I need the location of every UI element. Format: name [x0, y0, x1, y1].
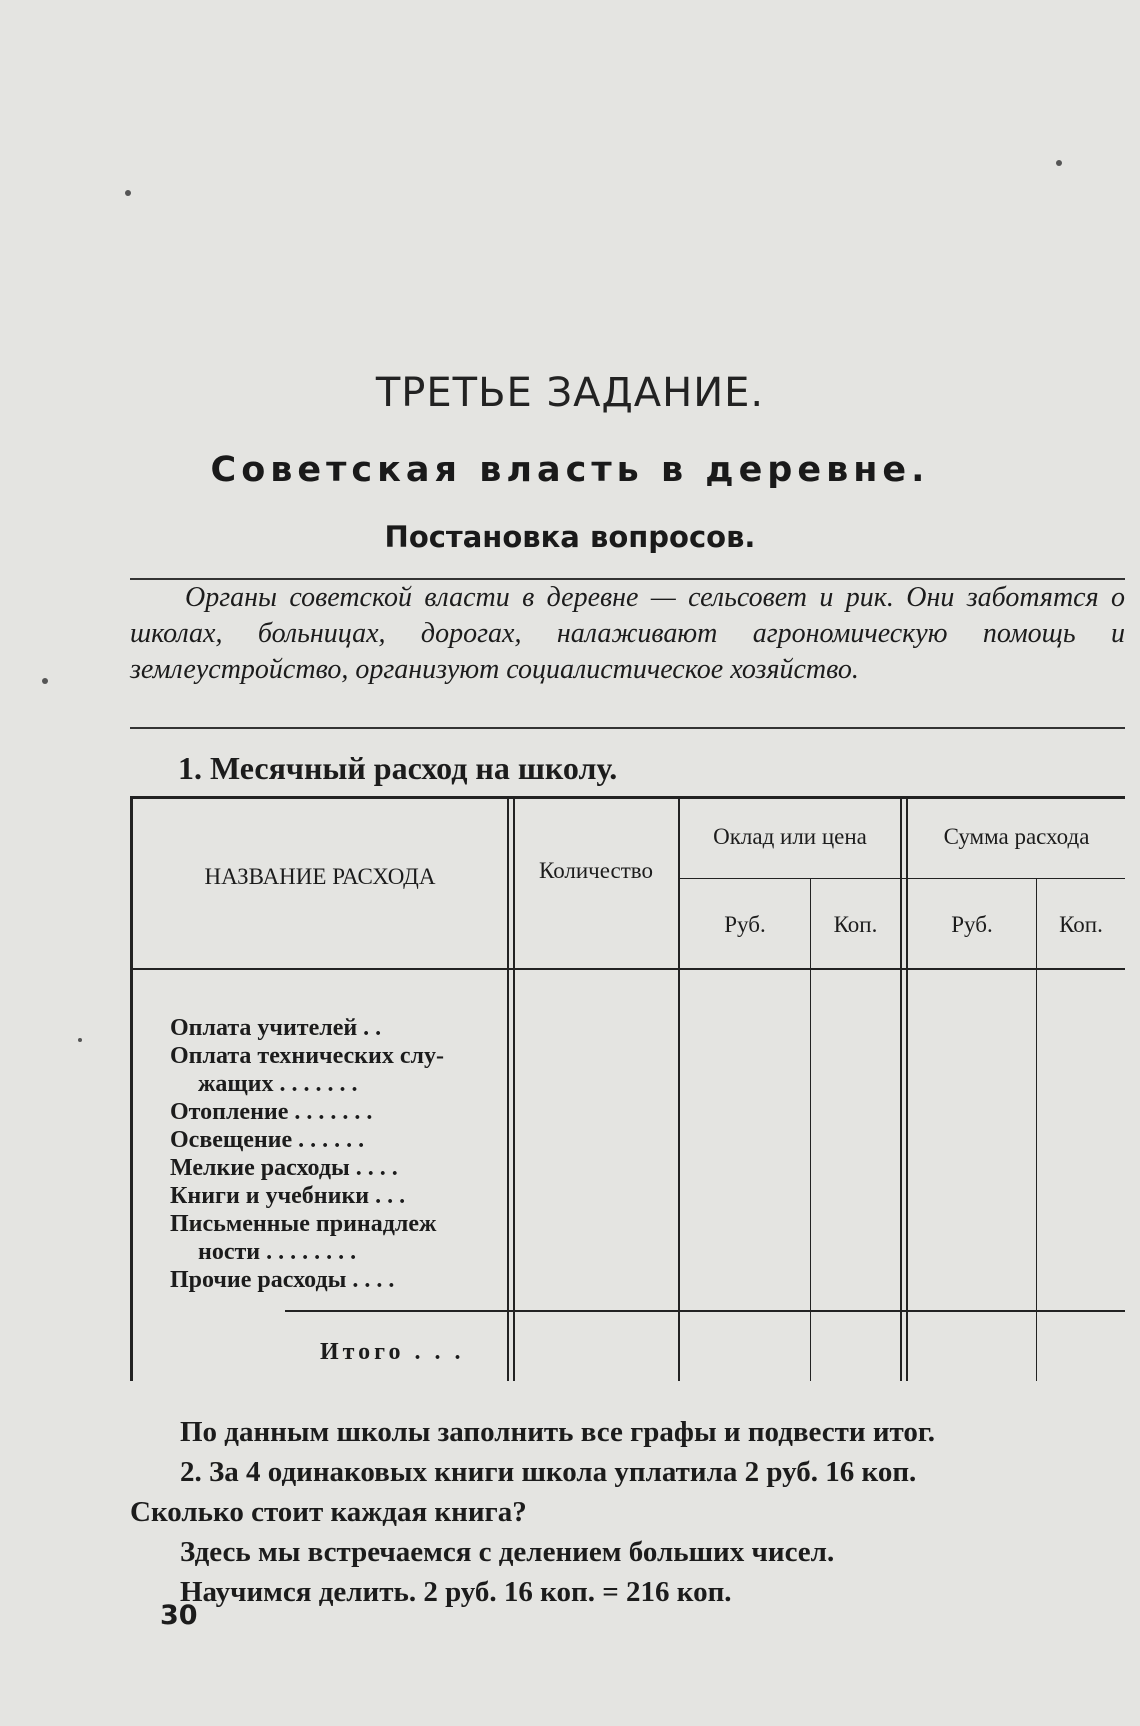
rule-bottom: [130, 727, 1125, 729]
division-example: Научимся делить. 2 руб. 16 коп. = 216 коп.: [180, 1576, 732, 1608]
print-speck: [42, 678, 48, 684]
header-name: НАЗВАНИЕ РАСХОДА: [204, 864, 436, 889]
page-title: ТРЕТЬЕ ЗАДАНИЕ.: [375, 370, 765, 416]
col-divider: [906, 796, 908, 1381]
table-row: Освещение . . . . . .: [170, 1127, 365, 1153]
section-heading: Постановка вопросов.: [384, 520, 756, 554]
table-row: Письменные принадлеж: [170, 1211, 437, 1237]
expense-row-labels: [170, 1014, 525, 1294]
table-border-left: [130, 796, 133, 1381]
header-bottom-line: [130, 968, 1125, 970]
col-divider: [1036, 878, 1037, 1381]
total-line: [285, 1310, 1125, 1312]
col-divider: [900, 796, 902, 1381]
header-kop-price: Коп.: [833, 912, 878, 937]
header-quantity: Количество: [539, 858, 653, 883]
body-text: [130, 1412, 1125, 1612]
table-row: Оплата технических слу-: [170, 1043, 444, 1069]
table-row: Оплата учителей . .: [170, 1015, 382, 1041]
problem-text: 2. За 4 одинаковых книги школа уплатила 2 руб. 16 коп.: [180, 1456, 917, 1488]
print-speck: [1056, 160, 1062, 166]
division-intro: Здесь мы встречаемся с делением больших чисел.: [180, 1536, 835, 1568]
table-row: Прочие расходы . . . .: [170, 1267, 395, 1293]
header-kop-sum: Коп.: [1059, 912, 1103, 937]
total-label: Итого . . .: [320, 1339, 465, 1365]
page-subtitle: Советская власть в деревне.: [210, 450, 930, 490]
table-row: Книги и учебники . . .: [170, 1183, 406, 1209]
header-price: Оклад или цена: [713, 824, 867, 849]
print-speck: [125, 190, 131, 196]
table-title: 1. Месячный расход на школу.: [178, 750, 618, 786]
header-sum: Сумма расхода: [943, 824, 1090, 849]
header-rub-price: Руб.: [724, 912, 766, 937]
col-divider: [810, 878, 811, 1381]
table-row: Мелкие расходы . . . .: [170, 1155, 398, 1181]
problem-question: Сколько стоит каждая книга?: [130, 1496, 527, 1528]
header-split-line: [680, 878, 1125, 879]
expense-table: [130, 796, 1125, 1381]
intro-text: Органы советской власти в деревне — сельсовет и рик. Они заботятся о школах, больницах, дорогах, налаживают агрономическую помощь и землеустройство, организуют социалистическое хозяйство.: [130, 582, 1125, 685]
table-row: Отопление . . . . . . .: [170, 1099, 373, 1125]
print-speck: [78, 1038, 82, 1042]
header-rub-sum: Руб.: [951, 912, 993, 937]
col-divider: [678, 796, 680, 1381]
page-number: 30: [160, 1600, 198, 1631]
table-row: жащих . . . . . . .: [198, 1071, 358, 1097]
table-border-top: [130, 796, 1125, 799]
instruction-text: По данным школы заполнить все графы и подвести итог.: [180, 1416, 936, 1448]
table-row: ности . . . . . . . .: [198, 1239, 357, 1265]
intro-paragraph: [130, 580, 1125, 688]
